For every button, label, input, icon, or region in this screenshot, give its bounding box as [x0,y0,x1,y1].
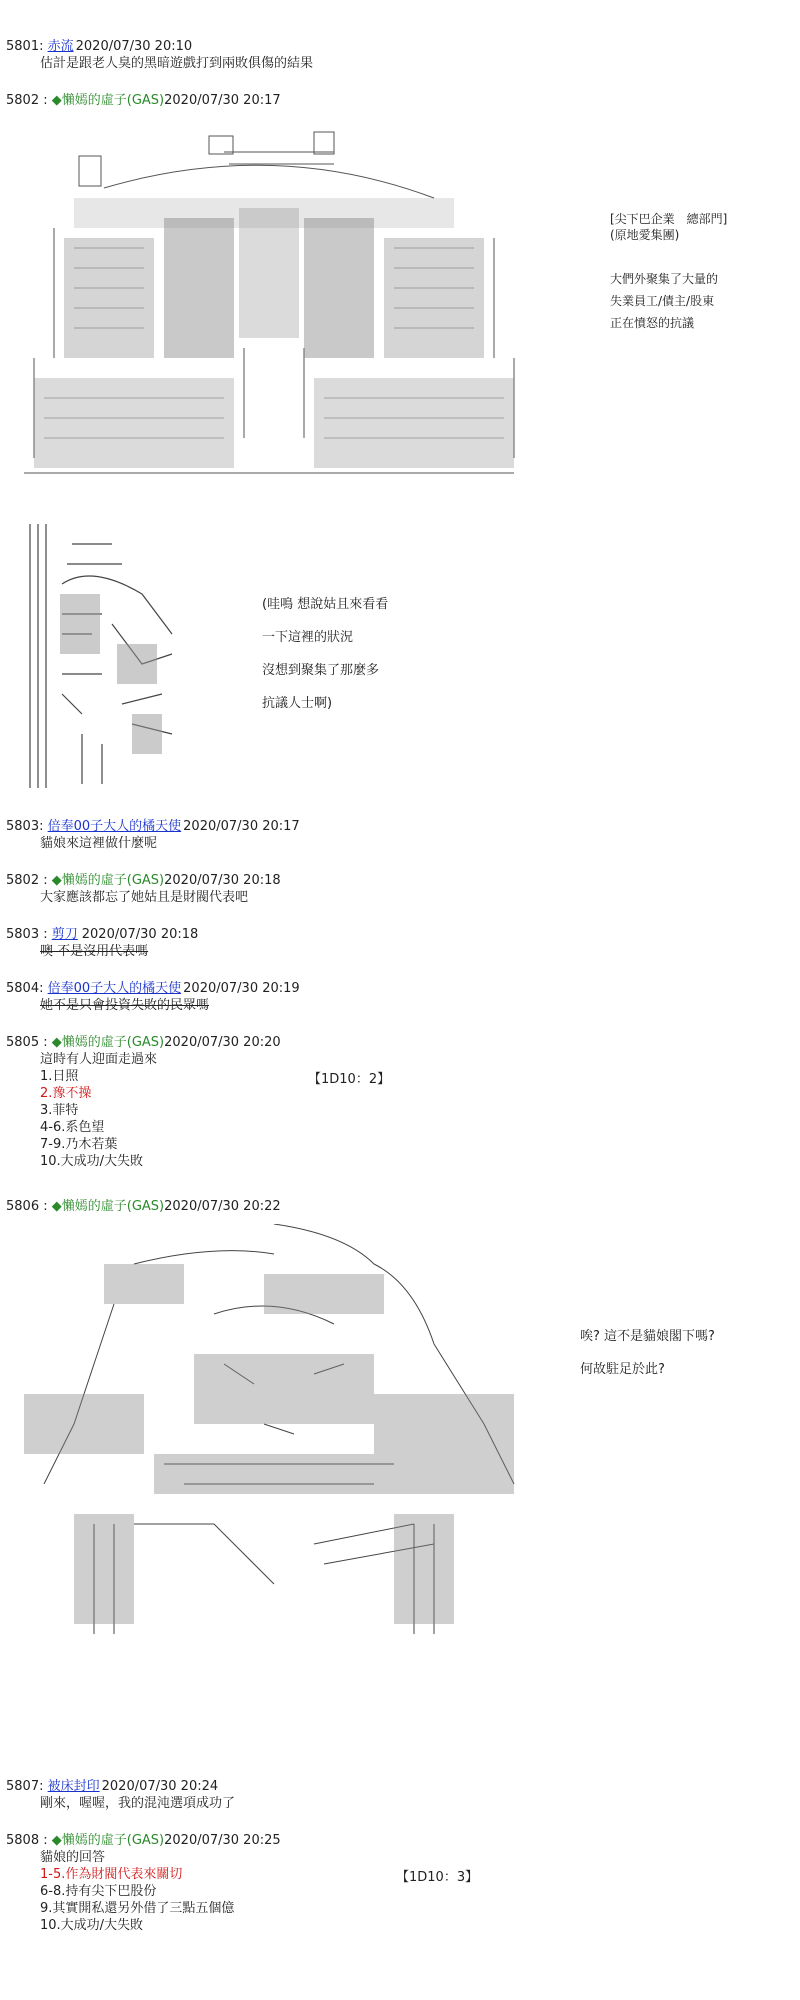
post-text: 這時有人迎面走過來 [40,1052,158,1067]
post-separator: : [39,981,48,996]
caption-line: 大們外聚集了大量的 [610,272,719,286]
poster-name-link[interactable]: 倍奉00子大人的橘天使 [47,981,182,996]
post-separator: : [39,39,48,54]
option-line: 9.其實開私還另外借了三點五個億 [40,1901,235,1916]
option-line: 6-8.持有尖下巴股份 [40,1884,157,1899]
poster-name-link[interactable]: 被床封印 [47,1779,100,1794]
post-separator: : [39,927,52,942]
caption-line [580,1345,715,1355]
scene3-caption [580,1328,715,1378]
post-number: 5808 [6,1833,40,1848]
post-text: 剛來，喔喔，我的混沌選項成功了 [40,1796,236,1811]
post-time: 2020/07/30 20:25 [164,1833,281,1848]
post-time: 2020/07/30 20:17 [183,819,300,834]
post-text: 貓娘的回答 [40,1850,106,1865]
option-line: 1.日照 [40,1069,79,1084]
caption-line [610,243,727,265]
option-line: 3.菲特 [40,1103,79,1118]
poster-name: ◆懶嫣的虛子(GAS) [51,873,165,888]
dice-result: 【1D10：2】 [308,1072,391,1087]
option-line: 10.大成功/大失敗 [40,1918,144,1933]
poster-name-link[interactable]: 赤流 [47,39,74,54]
caption-line: 沒想到聚集了那麼多 [262,663,380,678]
post-separator: : [39,1833,52,1848]
poster-name: ◆懶嫣的虛子(GAS) [51,1833,165,1848]
post-separator: : [39,93,52,108]
caption-line: (哇鳴 想說姑且來看看 [262,597,389,612]
scene1-caption [610,211,727,331]
caption-line: [尖下巴企業 總部門] [610,212,728,226]
post-separator: : [39,1035,52,1050]
caption-line: (原地愛集團) [610,228,680,242]
post-5803b [6,926,198,960]
post-number: 5803 [6,927,40,942]
post-number: 5802 [6,93,40,108]
post-5806 [6,1198,281,1215]
caption-line: 一下這裡的狀況 [262,630,354,645]
post-number: 5803 [6,819,40,834]
post-5805 [6,1034,281,1170]
ascii-art-character-drawing [14,1224,534,1640]
post-number: 5802 [6,873,40,888]
ascii-art-building [14,118,534,488]
post-time: 2020/07/30 20:10 [75,39,193,54]
poster-name: ◆懶嫣的虛子(GAS) [51,1035,165,1050]
poster-name: ◆懶嫣的虛子(GAS) [51,93,165,108]
ascii-art-peeking-girl [22,524,212,788]
post-time: 2020/07/30 20:24 [101,1779,219,1794]
post-separator: : [39,819,48,834]
dice-result: 【1D10：3】 [396,1870,479,1885]
option-line: 7-9.乃木若葉 [40,1137,118,1152]
post-5802 [6,92,281,109]
option-line-selected: 1-5.作為財閥代表來關切 [40,1867,183,1882]
post-number: 5801 [6,39,40,54]
option-line-selected: 2.豫不操 [40,1086,92,1101]
poster-name-link[interactable]: 倍奉00子大人的橘天使 [47,819,182,834]
post-time: 2020/07/30 20:20 [164,1035,281,1050]
post-time: 2020/07/30 20:17 [164,93,281,108]
post-5807 [6,1778,235,1812]
option-line: 10.大成功/大失敗 [40,1154,144,1169]
post-number: 5804 [6,981,40,996]
post-separator: : [39,1199,52,1214]
post-text: 估計是跟老人臭的黑暗遊戲打到兩敗俱傷的結果 [40,56,314,71]
post-time: 2020/07/30 20:19 [183,981,300,996]
post-text: 貓娘來這裡做什麼呢 [40,836,158,851]
post-5801 [6,38,313,72]
post-time: 2020/07/30 20:18 [164,873,281,888]
post-time: 2020/07/30 20:18 [81,927,199,942]
post-5802b [6,872,281,906]
post-text: 大家應該都忘了她姑且是財閥代表吧 [40,890,249,905]
ascii-art-peeking-girl-drawing [22,524,212,788]
ascii-art-character [14,1224,534,1640]
post-5808 [6,1832,281,1934]
caption-line: 唉? 這不是貓娘閣下嗎? [580,1329,715,1344]
post-separator: : [39,1779,48,1794]
poster-name-link[interactable]: 剪刀 [51,927,78,942]
post-text: 噢 不是沒用代表嗎 [40,944,149,959]
post-number: 5805 [6,1035,40,1050]
post-text: 她不是只會投資失敗的民眾嗎 [40,998,210,1013]
caption-line: 失業員工/債主/股東 [610,294,715,308]
post-number: 5807 [6,1779,40,1794]
post-time: 2020/07/30 20:22 [164,1199,281,1214]
post-number: 5806 [6,1199,40,1214]
caption-line: 正在憤怒的抗議 [610,316,695,330]
ascii-art-building-drawing [14,118,534,488]
poster-name: ◆懶嫣的虛子(GAS) [51,1199,165,1214]
post-5803 [6,818,300,852]
post-5804 [6,980,300,1014]
option-line: 4-6.系色望 [40,1120,105,1135]
caption-line: 何故駐足於此? [580,1362,665,1377]
caption-line: 抗議人士啊) [262,696,333,711]
post-separator: : [39,873,52,888]
scene2-caption [262,596,388,712]
